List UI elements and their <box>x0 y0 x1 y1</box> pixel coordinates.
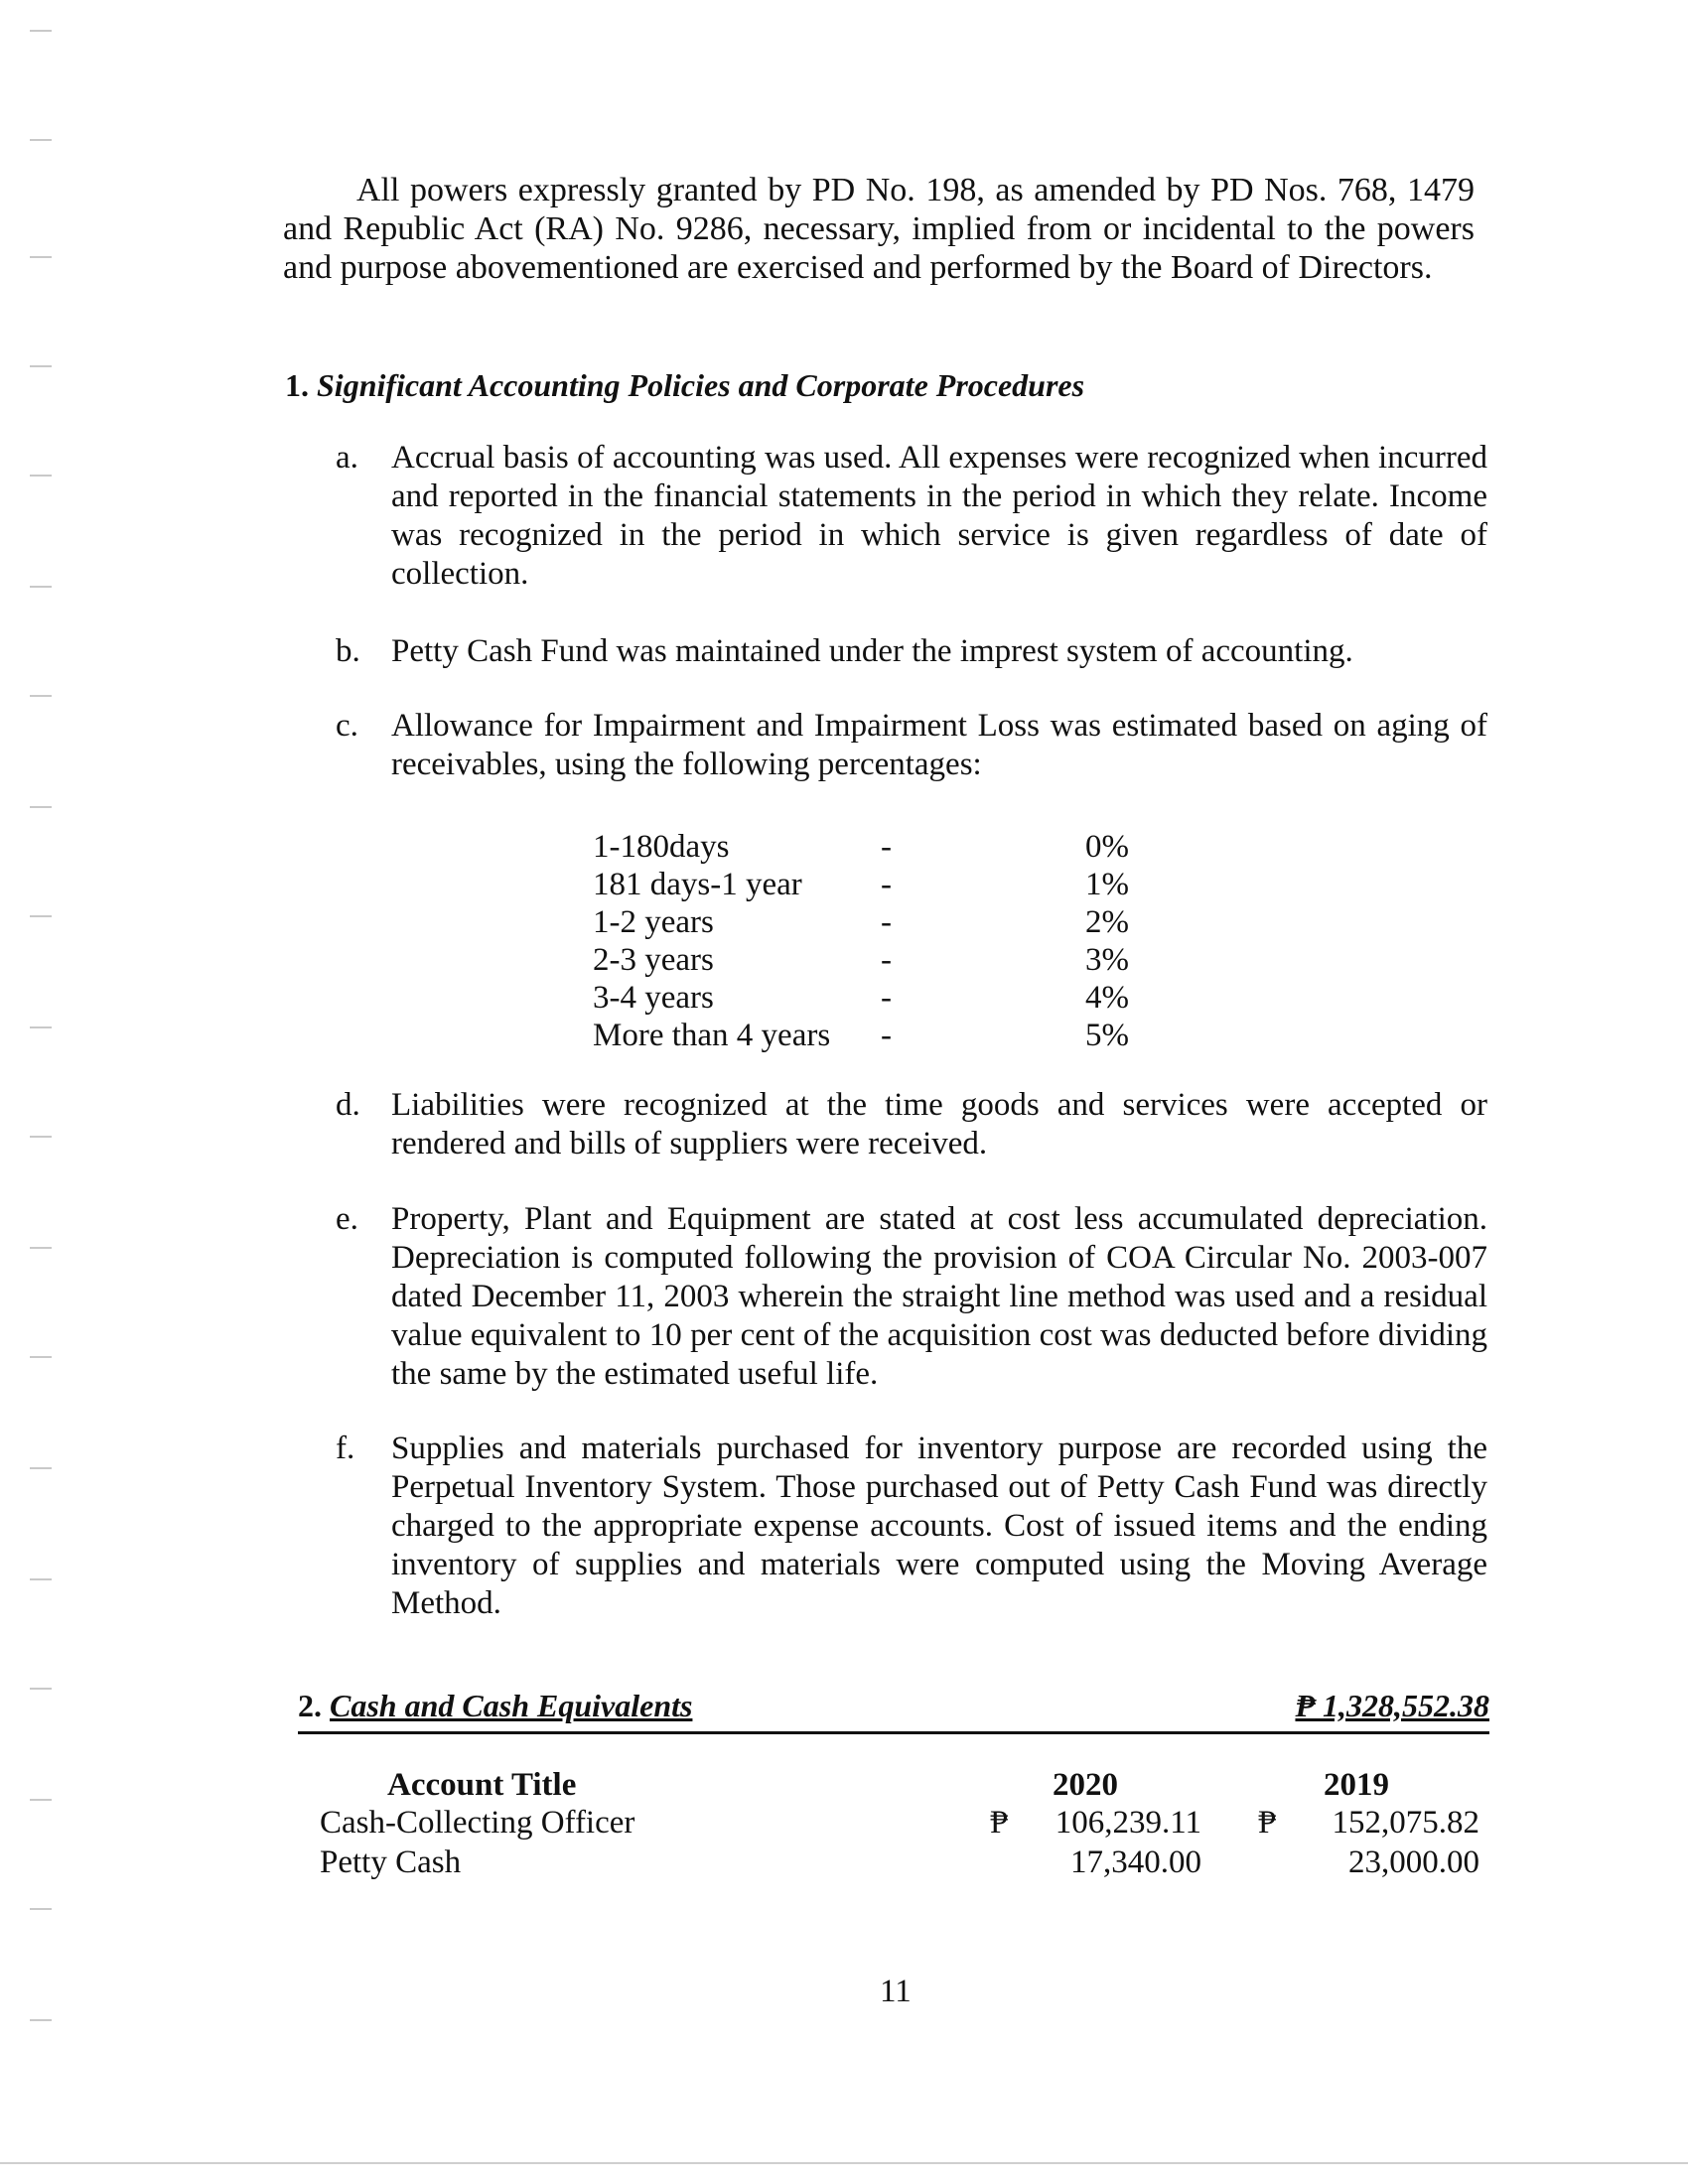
peso-sign: ₱ <box>1258 1805 1277 1841</box>
column-header-account-title: Account Title <box>387 1767 577 1803</box>
policy-item-label: d. <box>336 1087 360 1123</box>
aging-row: 3-4 years - 4% <box>593 980 1129 1016</box>
policy-item-text: Liabilities were recognized at the time goods and services were accepted or rendered and bills of suppliers were received. <box>391 1087 1487 1161</box>
section-2-heading <box>298 1688 1489 1734</box>
column-header-2020: 2020 <box>1053 1767 1118 1803</box>
policy-item-a <box>336 439 1487 594</box>
policy-item-b <box>336 632 1487 671</box>
policy-item-c <box>336 707 1487 784</box>
amount-2020: 106,239.11 <box>1055 1805 1201 1841</box>
account-title: Cash-Collecting Officer <box>320 1805 635 1841</box>
aging-row: More than 4 years - 5% <box>593 1018 1129 1053</box>
aging-row: 1-180days - 0% <box>593 829 1129 865</box>
policy-item-d <box>336 1086 1487 1163</box>
section-2-number: 2. <box>298 1688 322 1723</box>
section-2-total: ₱ 1,328,552.38 <box>1295 1688 1489 1723</box>
aging-row: 1-2 years - 2% <box>593 904 1129 940</box>
section-2-title: Cash and Cash Equivalents <box>330 1688 693 1723</box>
policy-item-label: c. <box>336 708 358 744</box>
policy-item-e <box>336 1200 1487 1394</box>
amount-2019: 152,075.82 <box>1332 1805 1479 1841</box>
policy-item-text: Property, Plant and Equipment are stated at cost less accumulated depreciation. Depreciation is computed following the provision of COA Circular No. 2003-007 dated December 11, 2003 wherein the straight line method was used and a residual value equivalent to 10 per cent of the acquisition cost was deducted before dividing the same by the estimated useful life. <box>391 1201 1487 1392</box>
account-title: Petty Cash <box>320 1844 462 1880</box>
peso-sign: ₱ <box>990 1805 1009 1841</box>
policy-item-text: Supplies and materials purchased for inventory purpose are recorded using the Perpetual Inventory System. Those purchased out of Petty Cash Fund was directly charged to the appropriate expense accounts. Cost of issued items and the ending inventory of supplies and materials were computed using the Moving Average Method. <box>391 1431 1487 1621</box>
policy-item-label: a. <box>336 440 358 476</box>
column-header-2019: 2019 <box>1324 1767 1389 1803</box>
section-1-title: Significant Accounting Policies and Corporate Procedures <box>317 367 1085 403</box>
policy-item-label: b. <box>336 633 360 669</box>
section-1-heading <box>285 367 1084 404</box>
policy-item-f <box>336 1430 1487 1623</box>
policy-item-label: e. <box>336 1201 358 1237</box>
policy-item-text: Allowance for Impairment and Impairment Loss was estimated based on aging of receivables, using the following percentages: <box>391 708 1487 782</box>
amount-2020: 17,340.00 <box>1070 1844 1201 1880</box>
table-row <box>320 1844 1491 1884</box>
policy-item-text: Petty Cash Fund was maintained under the imprest system of accounting. <box>391 633 1353 669</box>
section-1-number: 1. <box>285 367 309 403</box>
page-number: 11 <box>880 1974 912 2009</box>
policy-item-label: f. <box>336 1431 355 1466</box>
amount-2019: 23,000.00 <box>1348 1844 1479 1880</box>
aging-row: 2-3 years - 3% <box>593 942 1129 978</box>
table-row <box>320 1805 1491 1844</box>
aging-row: 181 days-1 year - 1% <box>593 867 1129 902</box>
policy-item-text: Accrual basis of accounting was used. All expenses were recognized when incurred and reported in the financial statements in the period in which they relate. Income was recognized in the period in which service is given regardless of date of collection. <box>391 440 1487 592</box>
aging-percentages-table <box>593 828 1129 1054</box>
intro-paragraph: All powers expressly granted by PD No. 198, as amended by PD Nos. 768, 1479 and Republic Act (RA) No. 9286, necessary, implied from or incidental to the powers and purpose abovementioned are exercised and performed by the Board of Directors. <box>283 172 1475 286</box>
